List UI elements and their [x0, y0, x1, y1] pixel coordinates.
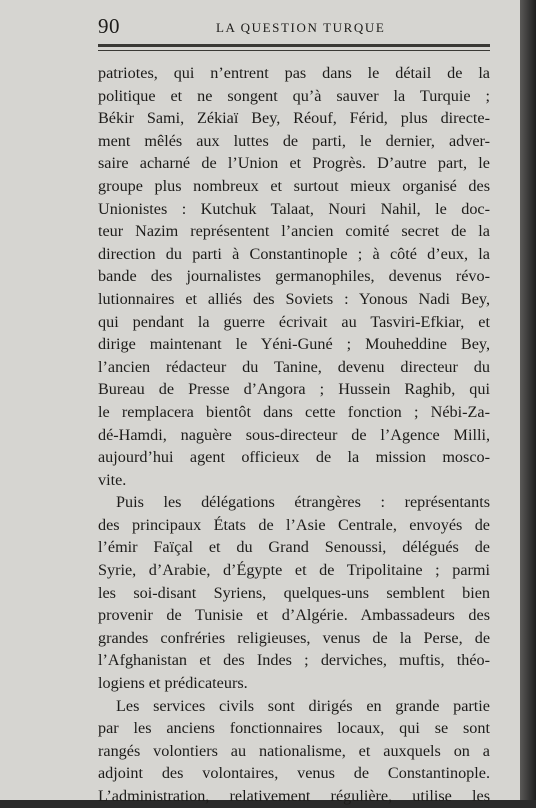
page-number: 90 — [98, 14, 120, 38]
text-line: Bureau de Presse d’Angora ; Hussein Raghib, qui — [98, 380, 490, 399]
body-text — [98, 62, 490, 808]
text-line: Békir Sami, Zékiaï Bey, Réouf, Férid, plus directe- — [98, 109, 490, 128]
text-line: grandes confréries religieuses, venus de la Perse, de — [98, 628, 490, 647]
running-title: LA QUESTION TURQUE — [216, 20, 386, 35]
text-line: groupe plus nombreux et surtout mieux organisé des — [98, 176, 490, 195]
text-line: Les services civils sont dirigés en grande partie — [116, 696, 490, 715]
text-line: ment mêlés aux luttes de parti, le dernier, adver- — [98, 131, 490, 150]
page-header — [98, 14, 490, 40]
text-line: qui pendant la guerre écrivait au Tasviri-Efkiar, et — [98, 312, 490, 331]
text-line: provenir de Tunisie et d’Algérie. Ambassadeurs des — [98, 606, 490, 625]
text-line: patriotes, qui n’entrent pas dans le détail de la — [98, 64, 490, 82]
text-line: politique et ne songent qu’à sauver la Turquie ; — [98, 86, 490, 105]
text-line: vite. — [98, 470, 127, 489]
text-line: par les anciens fonctionnaires locaux, qui se sont — [98, 719, 490, 738]
text-line: dé-Hamdi, naguère sous-directeur de l’Agence Milli, — [98, 425, 490, 444]
text-line: lutionnaires et alliés des Soviets : Yonous Nadi Bey, — [98, 289, 490, 308]
text-line: le remplacera bientôt dans cette fonction ; Nébi-Za- — [98, 402, 490, 421]
page-edge-shadow — [520, 0, 536, 800]
header-rule — [98, 44, 490, 51]
text-line: dirige maintenant le Yéni-Guné ; Mouheddine Bey, — [98, 335, 490, 354]
text-line: bande des journalistes germanophiles, devenus révo- — [98, 267, 490, 286]
text-line: Unionistes : Kutchuk Talaat, Nouri Nahil, le doc- — [98, 199, 490, 218]
text-line: teur Nazim représentent l’ancien comité secret de la — [98, 222, 490, 241]
text-line: logiens et prédicateurs. — [98, 674, 248, 693]
text-line: aujourd’hui agent officieux de la mission mosco- — [98, 448, 490, 467]
text-line: direction du parti à Constantinople ; à côté d’eux, la — [98, 244, 490, 263]
text-line: saire acharné de l’Union et Progrès. D’autre part, le — [98, 154, 490, 173]
text-line: l’émir Faïçal et du Grand Senoussi, délégués de — [98, 538, 490, 557]
text-line: Puis les délégations étrangères : représentants — [116, 493, 490, 512]
text-line: l’ancien rédacteur du Tanine, devenu directeur du — [98, 357, 490, 376]
text-line: adjoint des volontaires, venus de Constantinople. — [98, 764, 490, 783]
text-line: Syrie, d’Arabie, d’Égypte et de Tripolitaine ; parmi — [98, 561, 490, 580]
text-line: L’administration, relativement régulière, utilise les — [98, 787, 490, 805]
text-line: rangés volontiers au nationalisme, et auxquels on a — [98, 741, 490, 760]
text-line: les soi-disant Syriens, quelques-uns semblent bien — [98, 583, 490, 602]
text-line: des principaux États de l’Asie Centrale, envoyés de — [98, 515, 490, 534]
text-line: l’Afghanistan et des Indes ; derviches, muftis, théo- — [98, 651, 490, 670]
